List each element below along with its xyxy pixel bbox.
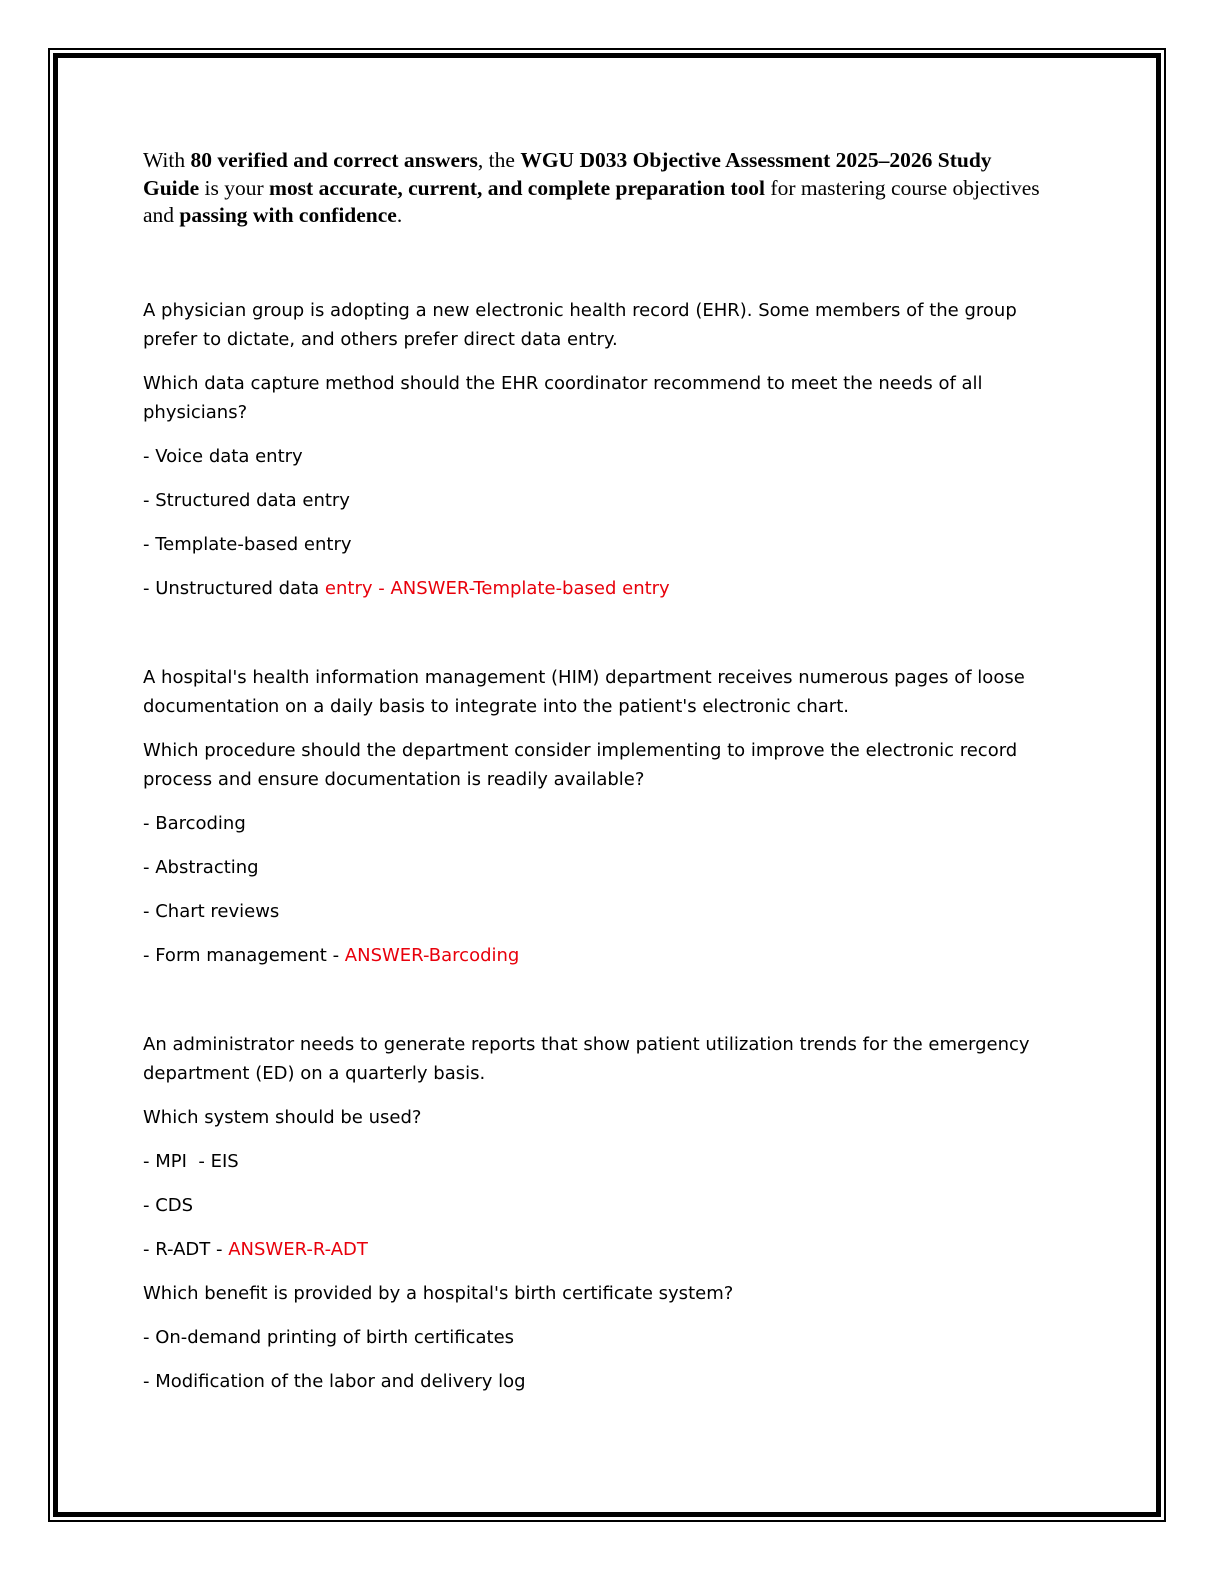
intro-bold: WGU D033 Objective Assessment 2025–2026 Study Guide: [143, 148, 992, 200]
option: - Structured data entry: [143, 490, 350, 511]
question-3: [143, 1030, 1063, 1264]
question-text: Which data capture method should the EHR coordinator recommend to meet the needs of all physicians?: [143, 373, 983, 423]
intro-paragraph: [143, 147, 1043, 230]
question-2: [143, 663, 1063, 970]
question-stem: A physician group is adopting a new electronic health record (EHR). Some members of the group prefer to dictate, and others prefer direct data entry.: [143, 300, 1017, 350]
option-with-answer: [143, 574, 1063, 603]
question-text: Which system should be used?: [143, 1107, 422, 1128]
option: - Modification of the labor and delivery log: [143, 1371, 526, 1392]
option: - Voice data entry: [143, 446, 303, 467]
intro-text: is your: [199, 175, 270, 200]
answer-text: entry - ANSWER-Template-based entry: [324, 578, 670, 599]
answer-text: ANSWER-Barcoding: [344, 945, 520, 966]
intro-text: With: [143, 148, 191, 172]
option: - On-demand printing of birth certificates: [143, 1327, 515, 1348]
question-stem: A hospital's health information management (HIM) department receives numerous pages of loose documentation on a daily basis to integrate into the patient's electronic chart.: [143, 667, 1025, 717]
intro-text: for mastering course objectives and: [143, 175, 1040, 227]
intro-bold: 80 verified and correct answers: [190, 148, 478, 172]
option: - MPI - EIS: [143, 1151, 239, 1172]
intro-bold: passing with confidence: [179, 203, 397, 227]
option-text: - R-ADT -: [143, 1239, 229, 1260]
option: - Chart reviews: [143, 901, 280, 922]
option-with-answer: [143, 941, 1063, 970]
option: - Abstracting: [143, 857, 259, 878]
option-with-answer: [143, 1235, 1063, 1264]
option-text: - Form management -: [143, 945, 345, 966]
option: - Template-based entry: [143, 534, 352, 555]
option: - Barcoding: [143, 813, 246, 834]
questions: [143, 296, 1063, 1396]
option: - CDS: [143, 1195, 194, 1216]
intro-text: .: [396, 203, 403, 227]
question-4: [143, 1279, 1063, 1396]
answer-text: ANSWER-R-ADT: [228, 1239, 368, 1260]
question-stem: An administrator needs to generate reports that show patient utilization trends for the emergency department (ED) on a quarterly basis.: [143, 1034, 1030, 1084]
question-text: Which procedure should the department consider implementing to improve the electronic record process and ensure documentation is readily available?: [143, 740, 1018, 790]
intro-text: , the: [477, 148, 521, 172]
question-1: [143, 296, 1063, 603]
question-text: Which benefit is provided by a hospital's birth certificate system?: [143, 1283, 734, 1304]
option-text: - Unstructured data: [143, 578, 325, 599]
intro-bold: most accurate, current, and complete preparation tool: [269, 175, 766, 200]
